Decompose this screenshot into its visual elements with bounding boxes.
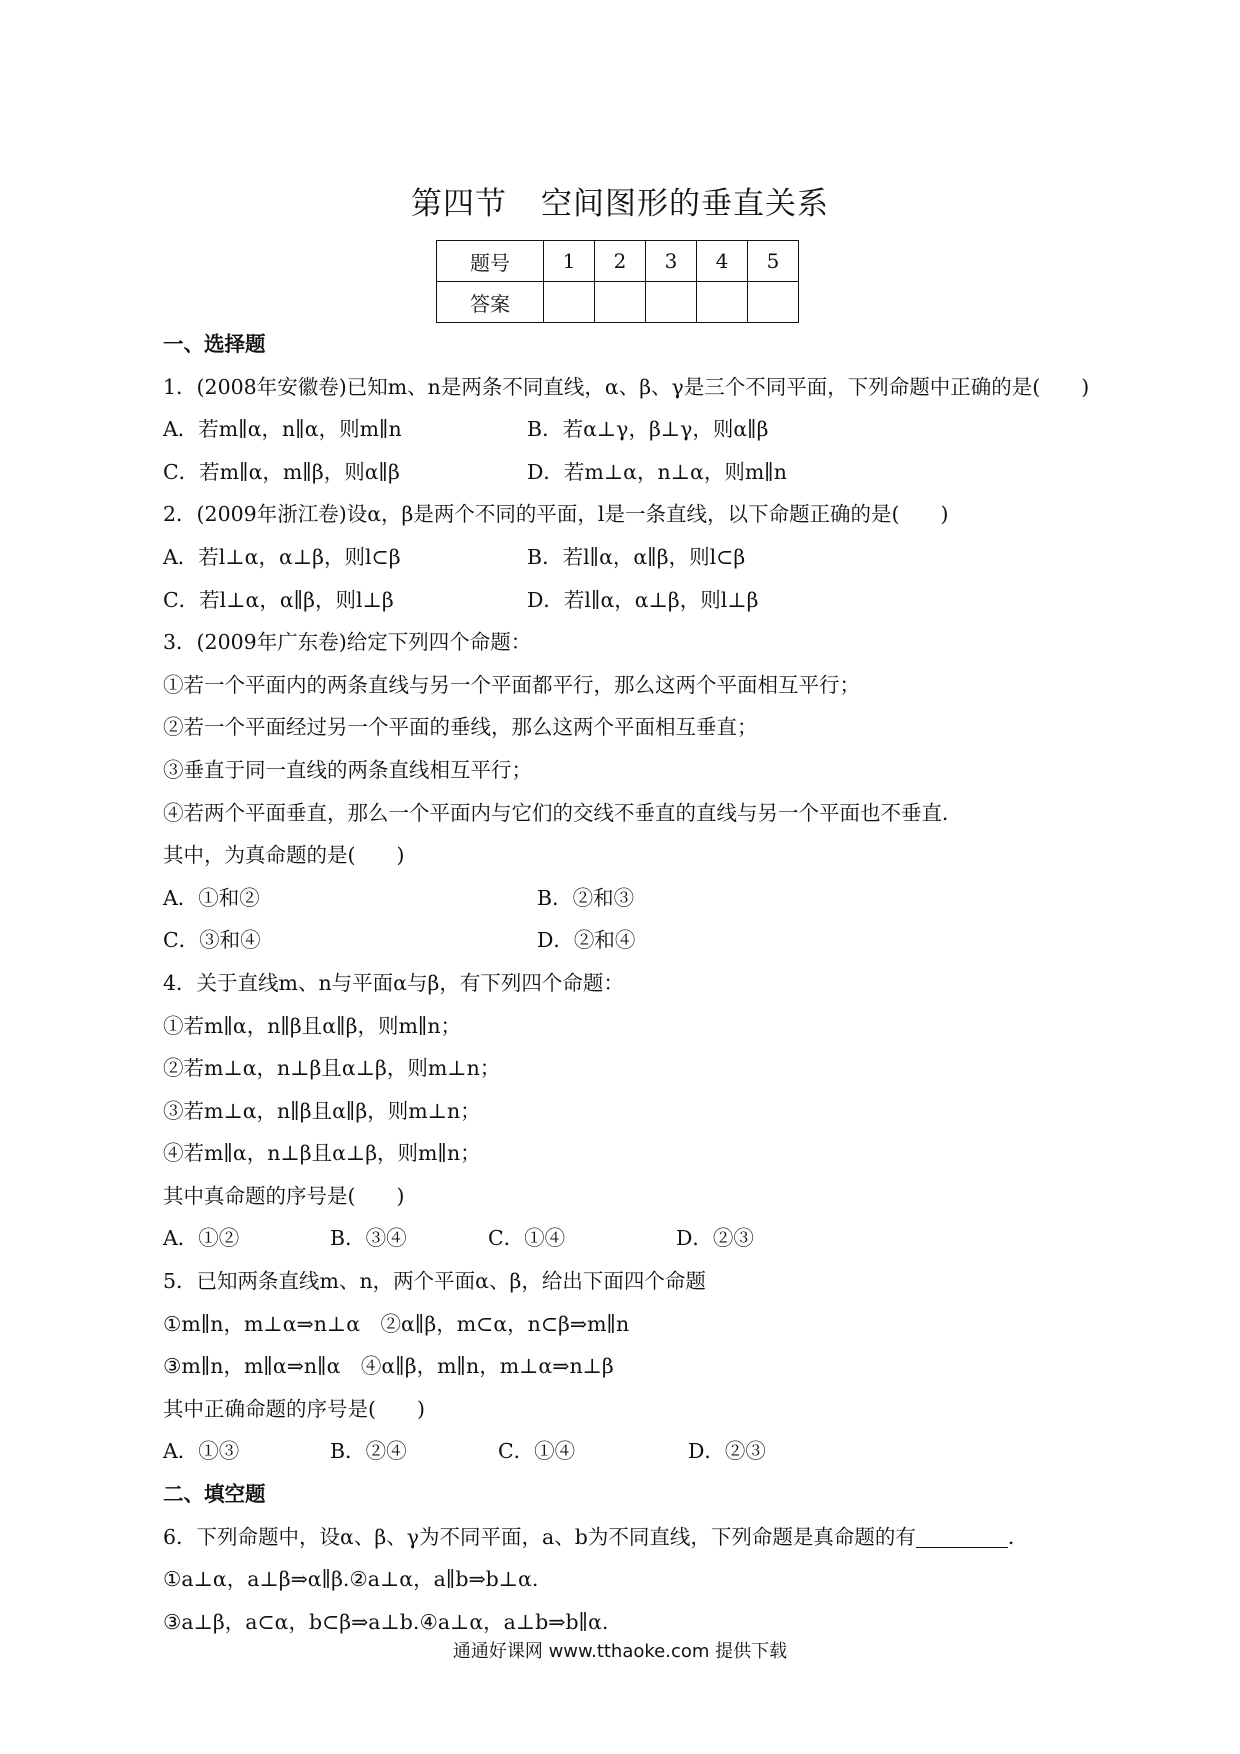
- question-3: 3．(2009年广东卷)给定下列四个命题：: [163, 630, 532, 655]
- answer-table-answer-label: 答案: [437, 282, 544, 323]
- option-a: A．①和②: [163, 885, 260, 910]
- question-prompt: 其中，为真命题的是( ): [163, 843, 405, 868]
- title-section: 第四节: [411, 186, 507, 222]
- proposition: ③若m⊥α，n∥β且α∥β，则m⊥n；: [163, 1098, 481, 1123]
- option-d: D．②③: [688, 1439, 766, 1464]
- answer-table-answer-row: [437, 282, 799, 323]
- answer-table-number: 2: [595, 241, 646, 282]
- answer-cell[interactable]: [748, 282, 799, 323]
- proposition: ①若m∥α，n∥β且α∥β，则m∥n；: [163, 1013, 462, 1038]
- options-row: [163, 451, 1123, 494]
- options-row: [163, 877, 1123, 920]
- section-heading-choice: 一、选择题: [163, 332, 266, 356]
- answer-cell[interactable]: [697, 282, 748, 323]
- options-row: [163, 1430, 1123, 1473]
- answer-blank[interactable]: [916, 1525, 1008, 1548]
- option-c: C．若l⊥α，α∥β，则l⊥β: [163, 587, 394, 612]
- option-d: D．若l∥α，α⊥β，则l⊥β: [527, 587, 759, 612]
- proposition: ②若m⊥α，n⊥β且α⊥β，则m⊥n；: [163, 1056, 501, 1081]
- options-row: [163, 919, 1123, 962]
- answer-table-number: 3: [646, 241, 697, 282]
- proposition: ①m∥n，m⊥α⇒n⊥α ②α∥β，m⊂α，n⊂β⇒m∥n: [163, 1311, 630, 1336]
- option-b: B．②和③: [537, 885, 635, 910]
- proposition: ①若一个平面内的两条直线与另一个平面都平行，那么这两个平面相互平行；: [163, 672, 860, 697]
- proposition: ④若m∥α，n⊥β且α⊥β，则m∥n；: [163, 1141, 481, 1166]
- question-prompt: 其中正确命题的序号是( ): [163, 1396, 425, 1421]
- option-b: B．若α⊥γ，β⊥γ，则α∥β: [527, 417, 769, 442]
- option-d: D．②③: [676, 1226, 754, 1251]
- option-b: B．③④: [330, 1226, 407, 1251]
- proposition: ②若一个平面经过另一个平面的垂线，那么这两个平面相互垂直；: [163, 715, 758, 740]
- option-d: D．②和④: [537, 928, 636, 953]
- question-6: [163, 1516, 1123, 1559]
- proposition: ④若两个平面垂直，那么一个平面内与它们的交线不垂直的直线与另一个平面也不垂直．: [163, 800, 963, 825]
- options-row: [163, 1217, 1123, 1260]
- answer-table-number: 5: [748, 241, 799, 282]
- option-c: C．①④: [498, 1439, 576, 1464]
- option-c: C．①④: [488, 1226, 566, 1251]
- option-c: C．若m∥α，m∥β，则α∥β: [163, 459, 400, 484]
- section-heading-fill: 二、填空题: [163, 1482, 266, 1507]
- proposition: ③垂直于同一直线的两条直线相互平行；: [163, 757, 532, 782]
- option-a: A．若m∥α，n∥α，则m∥n: [163, 417, 402, 442]
- option-a: A．①②: [163, 1226, 240, 1251]
- question-4: 4．关于直线m、n与平面α与β，有下列四个命题：: [163, 970, 624, 995]
- question-6-text: 6．下列命题中，设α、β、γ为不同平面，a、b为不同直线，下列命题是真命题的有: [163, 1524, 916, 1549]
- option-b: B．若l∥α，α∥β，则l⊂β: [527, 544, 746, 569]
- option-c: C．③和④: [163, 928, 261, 953]
- footer-credit: 通通好课网 www.tthaoke.com 提供下载: [452, 1641, 788, 1662]
- answer-table-header: 题号: [437, 241, 544, 282]
- option-a: A．①③: [163, 1439, 240, 1464]
- answer-cell[interactable]: [595, 282, 646, 323]
- question-6-end: ．: [1007, 1524, 1029, 1549]
- answer-cell[interactable]: [646, 282, 697, 323]
- answer-table: [436, 240, 799, 323]
- options-row: [163, 536, 1123, 579]
- option-b: B．②④: [330, 1439, 407, 1464]
- question-prompt: 其中真命题的序号是( ): [163, 1183, 405, 1208]
- answer-table-number: 4: [697, 241, 748, 282]
- question-body: [163, 323, 1123, 1643]
- options-row: [163, 408, 1123, 451]
- page-title: [0, 178, 1240, 223]
- answer-table-number: 1: [544, 241, 595, 282]
- option-d: D．若m⊥α，n⊥α，则m∥n: [527, 459, 787, 484]
- proposition: ③m∥n，m∥α⇒n∥α ④α∥β，m∥n，m⊥α⇒n⊥β: [163, 1354, 614, 1379]
- question-5: 5．已知两条直线m、n，两个平面α、β，给出下面四个命题: [163, 1269, 706, 1294]
- options-row: [163, 579, 1123, 622]
- answer-cell[interactable]: [544, 282, 595, 323]
- proposition: ①a⊥α，a⊥β⇒α∥β.②a⊥α，a∥b⇒b⊥α.: [163, 1567, 539, 1592]
- question-2: 2．(2009年浙江卷)设α，β是两个不同的平面，l是一条直线，以下命题正确的是( ): [163, 502, 949, 527]
- answer-table-head-row: [437, 241, 799, 282]
- question-1: 1．(2008年安徽卷)已知m、n是两条不同直线，α、β、γ是三个不同平面，下列命题中正确的是( ): [163, 374, 1090, 399]
- proposition: ③a⊥β，a⊂α，b⊂β⇒a⊥b.④a⊥α，a⊥b⇒b∥α.: [163, 1609, 609, 1634]
- option-a: A．若l⊥α，α⊥β，则l⊂β: [163, 544, 401, 569]
- title-topic: 空间图形的垂直关系: [541, 186, 829, 222]
